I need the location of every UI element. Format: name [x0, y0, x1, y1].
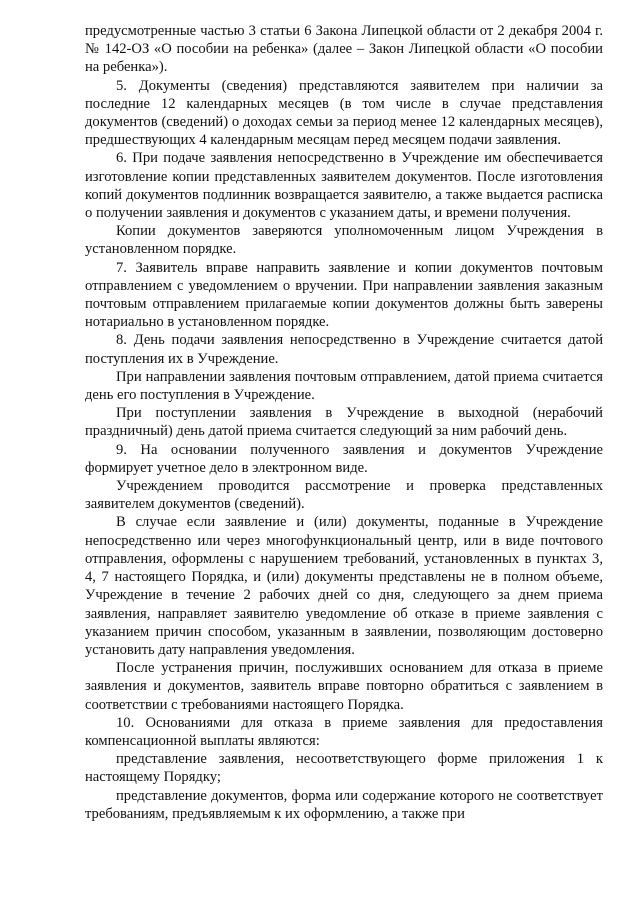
paragraph-item-5: 5. Документы (сведения) представляются заявителем при наличии за последние 12 календарных месяцев (в том числе в случае представления документов (сведений) о доходах семьи за период менее 12 календарных месяцев), предшествующих 4 календарным месяцам перед месяцем подачи заявления.	[85, 77, 603, 149]
paragraph: представление документов, форма или содержание которого не соответствует требованиям, предъявляемым к их оформлению, а также при	[85, 787, 603, 822]
paragraph: представление заявления, несоответствующего форме приложения 1 к настоящему Порядку;	[85, 751, 603, 786]
paragraph: Копии документов заверяются уполномоченным лицом Учреждения в установленном порядке.	[85, 223, 603, 258]
paragraph: предусмотренные частью 3 статьи 6 Закона Липецкой области от 2 декабря 2004 г. № 142-ОЗ «О пособии на ребенка» (далее – Закон Липецкой области «О пособии на ребенка»).	[85, 23, 603, 76]
paragraph-item-9: 9. На основании полученного заявления и документов Учреждение формирует учетное дело в электронном виде.	[85, 441, 603, 476]
paragraph-item-8: 8. День подачи заявления непосредственно в Учреждение считается датой поступления их в Учреждение.	[85, 332, 603, 367]
paragraph: В случае если заявление и (или) документы, поданные в Учреждение непосредственно или через многофункциональный центр, или в виде почтового отправления, оформлены с нарушением требований, установленных в пунктах 3, 4, 7 настоящего Порядка, и (или) документы представлены не в полном объеме, Учреждение в течение 2 рабочих дней со дня, следующего за днем приема заявления, направляет заявителю уведомление об отказе в приеме заявления с указанием причин способом, указанным в заявлении, позволяющим достоверно установить дату направления уведомления.	[85, 514, 603, 658]
paragraph-item-6: 6. При подаче заявления непосредственно в Учреждение им обеспечивается изготовление копии представленных заявителем документов. После изготовления копий документов подлинник возвращается заявителю, а также выдается расписка о получении заявления и документов с указанием даты, и времени получения.	[85, 150, 603, 222]
paragraph-item-7: 7. Заявитель вправе направить заявление и копии документов почтовым отправлением с уведомлением о вручении. При направлении заявления заказным почтовым отправлением прилагаемые копии документов должны быть заверены нотариально в установленном порядке.	[85, 259, 603, 331]
paragraph-item-10: 10. Основаниями для отказа в приеме заявления для предоставления компенсационной выплаты являются:	[85, 714, 603, 749]
paragraph: При поступлении заявления в Учреждение в выходной (нерабочий праздничный) день датой приема считается следующий за ним рабочий день.	[85, 405, 603, 440]
paragraph: После устранения причин, послуживших основанием для отказа в приеме заявления и документов, заявитель вправе повторно обратиться с заявлением в соответствии с требованиями настоящего Порядка.	[85, 660, 603, 713]
paragraph: Учреждением проводится рассмотрение и проверка представленных заявителем документов (сведений).	[85, 478, 603, 513]
paragraph: При направлении заявления почтовым отправлением, датой приема считается день его поступления в Учреждение.	[85, 368, 603, 404]
document-page	[85, 22, 603, 823]
